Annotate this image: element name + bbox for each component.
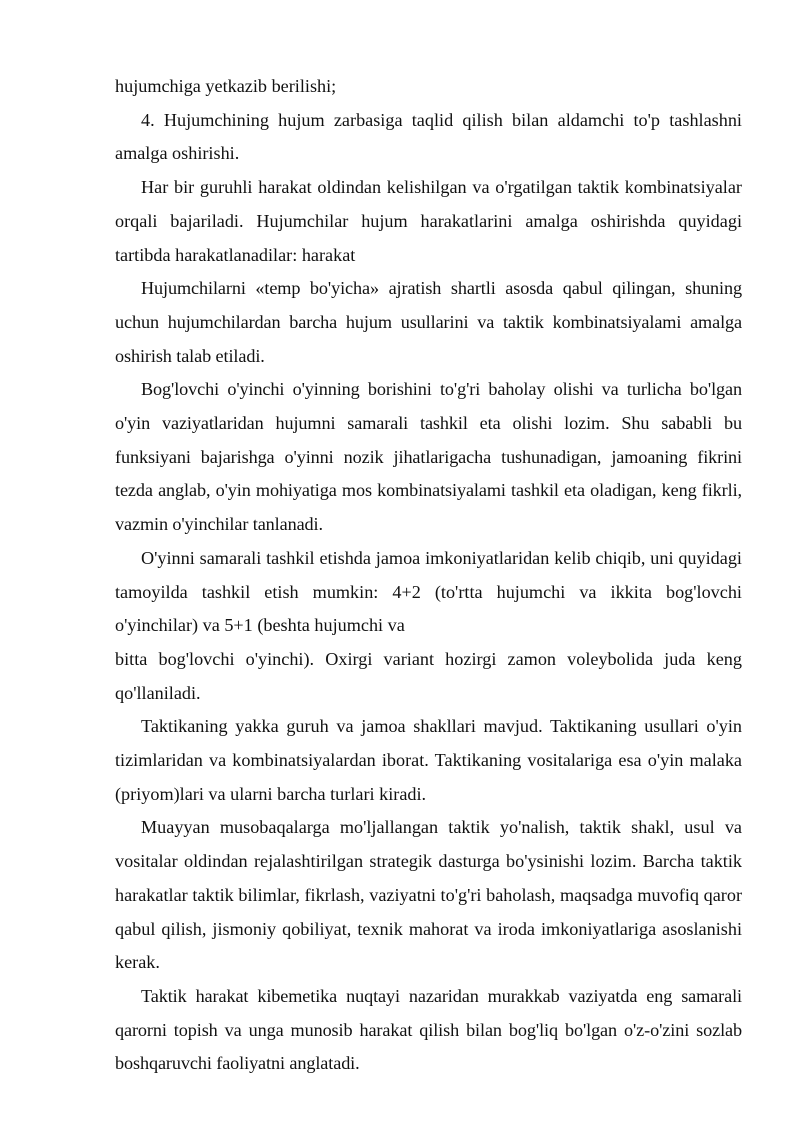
document-body bbox=[115, 70, 742, 1081]
paragraph-10: Taktik harakat kibemetika nuqtayi nazaridan murakkab vaziyatda eng samarali qarorni topish va unga munosib harakat qilish bilan bog'liq bo'lgan o'z-o'zini sozlab boshqaruvchi faoliyatni anglatadi. bbox=[115, 985, 742, 1074]
paragraph-2: 4. Hujumchining hujum zarbasiga taqlid qilish bilan aldamchi to'p tashlashni amalga oshirishi. bbox=[115, 109, 742, 164]
paragraph-1: hujumchiga yetkazib berilishi; bbox=[115, 76, 337, 96]
paragraph-8: Taktikaning yakka guruh va jamoa shakllari mavjud. Taktikaning usullari o'yin tizimlaridan va kombinatsiyalardan iborat. Taktikaning vositalariga esa o'yin malaka (priyom)lari va ularni barcha turlari kiradi. bbox=[115, 716, 742, 804]
paragraph-9: Muayyan musobaqalarga mo'ljallangan taktik yo'nalish, taktik shakl, usul va vositalar oldindan rejalashtirilgan strategik dasturga bo'ysinishi lozim. Barcha taktik harakatlar taktik bilimlar, fikrlash, vaziyatni to'g'ri baholash, maqsadga muvofiq qaror qabul qilish, jismoniy qobiliyat, texnik mahorat va iroda imkoniyatlariga asoslanishi kerak. bbox=[115, 817, 742, 973]
paragraph-6: O'yinni samarali tashkil etishda jamoa imkoniyatlaridan kelib chiqib, uni quyidagi tamoyilda tashkil etish mumkin: 4+2 (to'rtta hujumchi va ikkita bog'lovchi o'yinchilar) va 5+1 (beshta hujumchi va bbox=[115, 547, 742, 636]
paragraph-4: Hujumchilarni «temp bo'yicha» ajratish shartli asosda qabul qilingan, shuning uchun hujumchilardan barcha hujum usullarini va taktik kombinatsiyalami amalga oshirish talab etiladi. bbox=[115, 278, 742, 366]
paragraph-7: bitta bog'lovchi o'yinchi). Oxirgi variant hozirgi zamon voleybolida juda keng qo'llaniladi. bbox=[115, 648, 742, 703]
paragraph-5: Bog'lovchi o'yinchi o'yinning borishini to'g'ri baholay olishi va turlicha bo'lgan o'yin vaziyatlaridan hujumni samarali tashkil eta olishi lozim. Shu sababli bu funksiyani bajarishga o'yinni nozik jihatlarigacha tushunadigan, jamoaning fikrini tezda anglab, o'yin mohiyatiga mos kombinatsiyalami tashkil eta oladigan, keng fikrli, vazmin o'yinchilar tanlanadi. bbox=[115, 379, 742, 535]
paragraph-3: Har bir guruhli harakat oldindan kelishilgan va o'rgatilgan taktik kombinatsiyalar orqali bajariladi. Hujumchilar hujum harakatlarini amalga oshirishda quyidagi tartibda harakatlanadilar: harakat bbox=[115, 177, 742, 265]
